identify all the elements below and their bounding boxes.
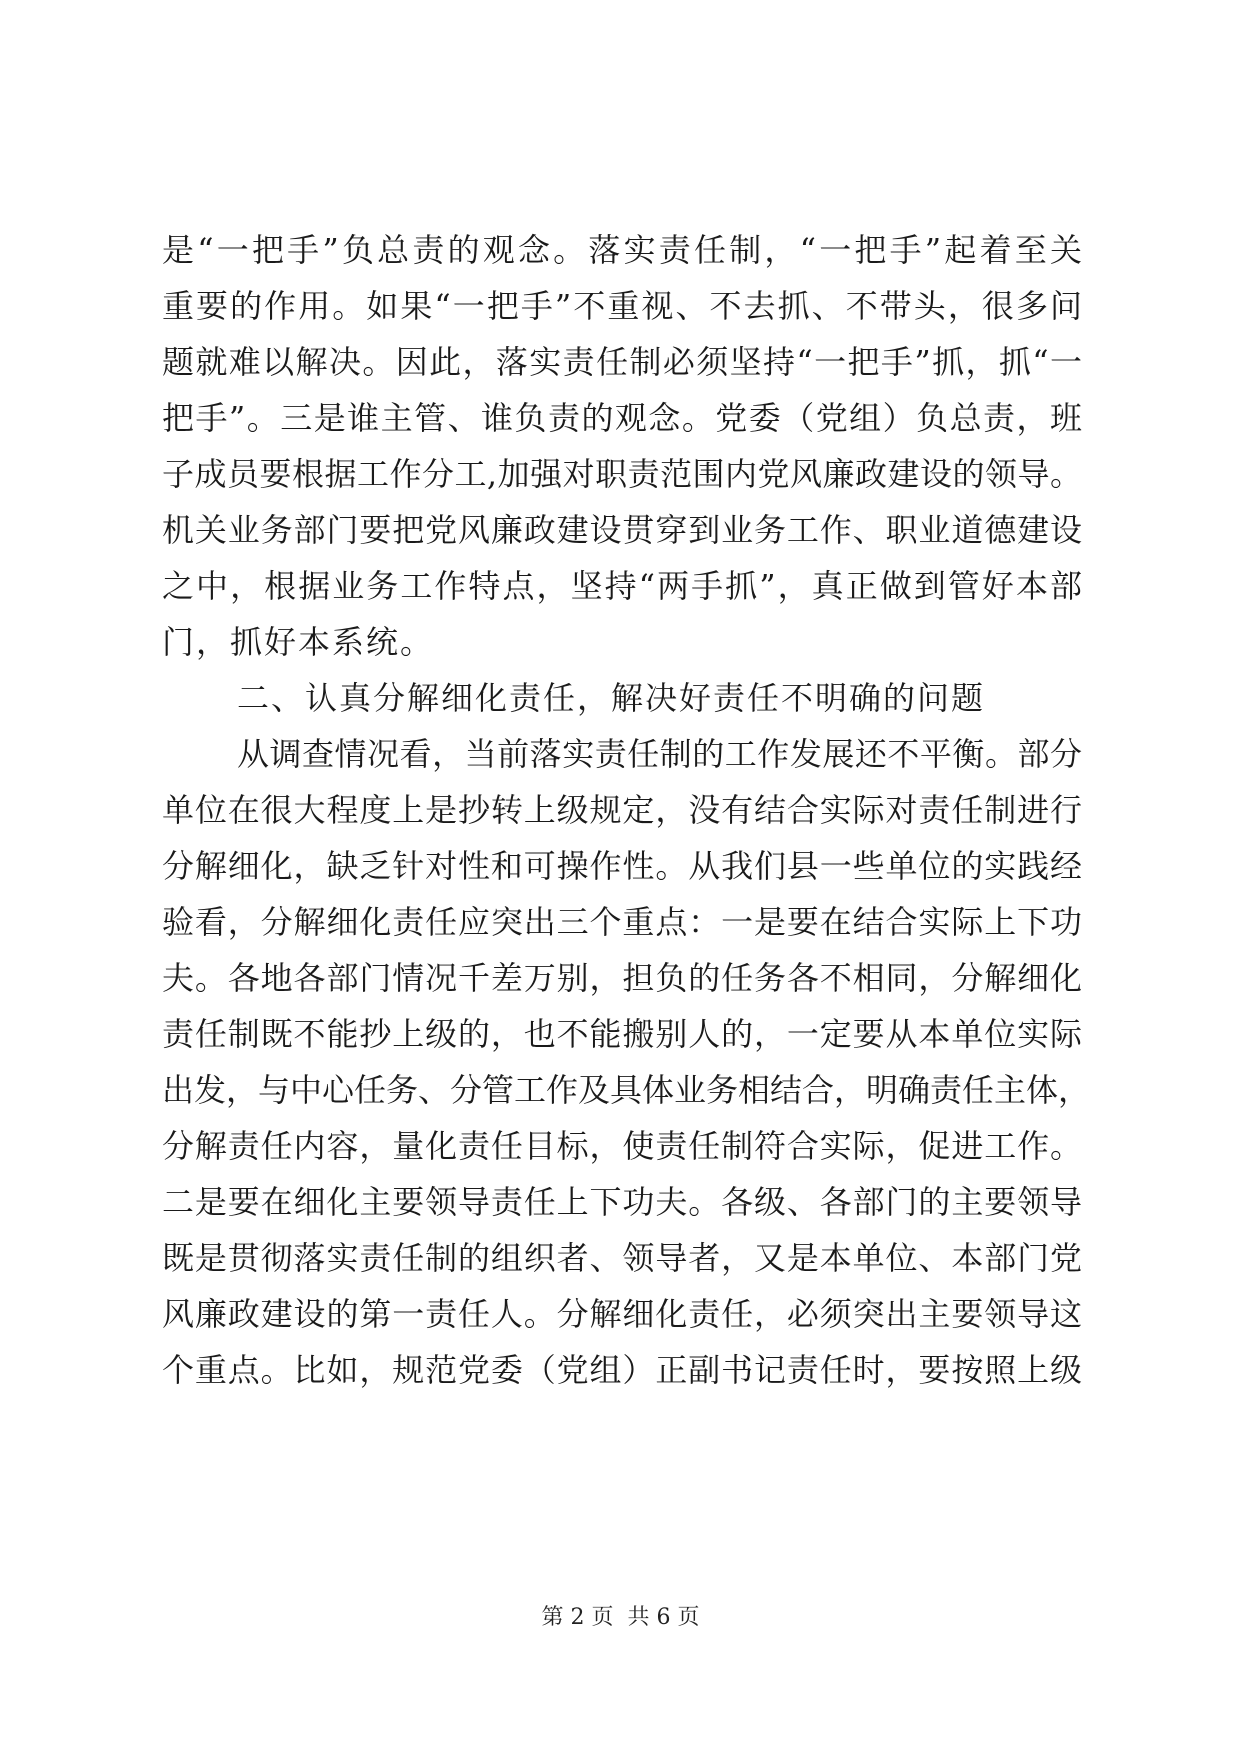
text-line: 分解细化，缺乏针对性和可操作性。从我们县一些单位的实践经: [162, 847, 1082, 885]
text-line: 重要的作用。如果“一把手”不重视、不去抓、不带头，很多问: [162, 287, 1082, 325]
page-number: 第 2 页 共 6 页: [541, 1605, 700, 1630]
text-line: 出发，与中心任务、分管工作及具体业务相结合，明确责任主体，: [162, 1071, 1091, 1109]
text-line: 题就难以解决。因此，落实责任制必须坚持“一把手”抓，抓“一: [162, 343, 1082, 381]
text-line: 子成员要根据工作分工,加强对职责范围内党风廉政建设的领导。: [162, 455, 1082, 493]
text-line: 机关业务部门要把党风廉政建设贯穿到业务工作、职业道德建设: [162, 511, 1082, 549]
text-line: 既是贯彻落实责任制的组织者、领导者，又是本单位、本部门党: [162, 1239, 1082, 1277]
text-line: 单位在很大程度上是抄转上级规定，没有结合实际对责任制进行: [162, 791, 1082, 829]
text-line: 之中，根据业务工作特点，坚持“两手抓”，真正做到管好本部: [162, 567, 1082, 605]
text-line: 验看，分解细化责任应突出三个重点：一是要在结合实际上下功: [162, 903, 1082, 941]
text-line: 二是要在细化主要领导责任上下功夫。各级、各部门的主要领导: [162, 1183, 1082, 1221]
text-line: 是“一把手”负总责的观念。落实责任制，“一把手”起着至关: [162, 231, 1082, 269]
section-heading: 二、认真分解细化责任，解决好责任不明确的问题: [237, 679, 986, 717]
text-line: 风廉政建设的第一责任人。分解细化责任，必须突出主要领导这: [162, 1295, 1082, 1333]
text-line: 把手”。三是谁主管、谁负责的观念。党委（党组）负总责，班: [162, 399, 1082, 437]
text-line: 分解责任内容，量化责任目标，使责任制符合实际，促进工作。: [162, 1127, 1082, 1165]
text-line: 夫。各地各部门情况千差万别，担负的任务各不相同，分解细化: [162, 959, 1082, 997]
text-line: 从调查情况看，当前落实责任制的工作发展还不平衡。部分: [237, 735, 1082, 773]
text-line: 责任制既不能抄上级的，也不能搬别人的，一定要从本单位实际: [162, 1015, 1082, 1053]
text-line: 门，抓好本系统。: [162, 623, 435, 661]
text-line: 个重点。比如，规范党委（党组）正副书记责任时，要按照上级: [162, 1351, 1082, 1389]
